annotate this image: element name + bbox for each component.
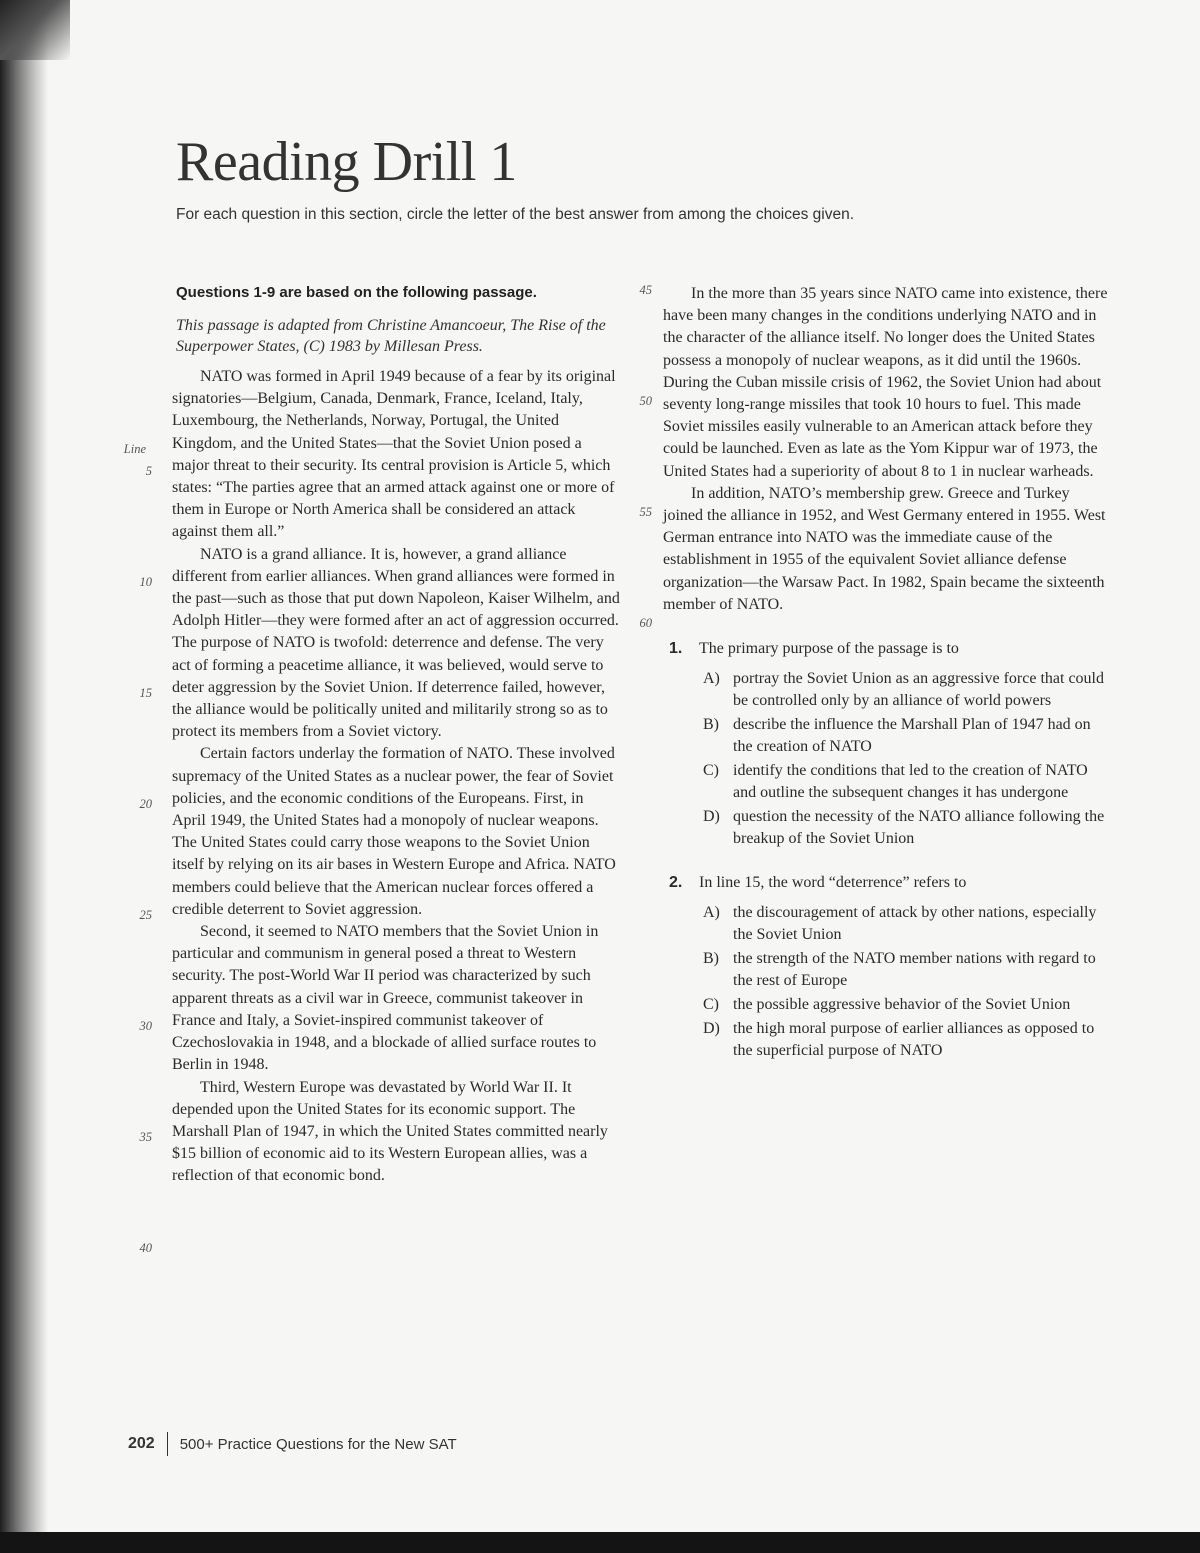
passage-column-right [663, 283, 1111, 1064]
line-number: 15 [139, 686, 152, 700]
choice-letter: B) [703, 716, 719, 734]
line-number: 10 [139, 575, 152, 589]
line-number: 20 [139, 797, 152, 811]
choice-text: portray the Soviet Union as an aggressive force that could be controlled only by an alliance of world powers [733, 670, 1104, 710]
choice-letter: D) [703, 1020, 720, 1038]
choice-letter: C) [703, 762, 719, 780]
choice-text: question the necessity of the NATO alliance following the breakup of the Soviet Union [733, 808, 1105, 848]
page-corner-shadow [0, 0, 70, 60]
question-2 [663, 872, 1111, 1062]
line-number: 35 [139, 1130, 152, 1144]
book-binding-shadow [0, 0, 48, 1553]
line-number: 50 [639, 394, 652, 408]
answer-choice-a[interactable] [703, 902, 1111, 946]
answer-choice-a[interactable] [703, 668, 1111, 712]
passage-column-left [172, 280, 620, 1188]
page-footer [128, 1432, 457, 1456]
line-number: 5 [145, 464, 152, 478]
passage-intro: This passage is adapted from Christine Amancoeur, The Rise of the Superpower States, (C) 1983 by Millesan Press. [176, 317, 606, 355]
line-number: 40 [139, 1241, 152, 1255]
footer-divider [167, 1432, 168, 1456]
page-title: Reading Drill 1 [176, 131, 517, 193]
answer-choice-d[interactable] [703, 806, 1111, 850]
answer-choice-c[interactable] [703, 760, 1111, 804]
choice-letter: A) [703, 904, 720, 922]
passage-paragraph: Third, Western Europe was devastated by World War II. It depended upon the United States for its economic support. The Marshall Plan of 1947, in which the United States committed nearly $15 billion of economic aid to its Western European allies, was a reflection of that economic bond. [172, 1078, 608, 1185]
passage-text-left [172, 366, 620, 1188]
choice-letter: B) [703, 950, 719, 968]
choice-text: describe the influence the Marshall Plan of 1947 had on the creation of NATO [733, 716, 1091, 756]
scan-bottom-edge [0, 1532, 1200, 1553]
answer-choice-b[interactable] [703, 948, 1111, 992]
book-title: 500+ Practice Questions for the New SAT [179, 1435, 457, 1453]
question-number: 1. [669, 640, 683, 658]
question-stem: The primary purpose of the passage is to [699, 640, 959, 658]
line-number: 25 [139, 908, 152, 922]
line-label: Line [123, 442, 146, 456]
passage-header: Questions 1-9 are based on the following passage. [176, 284, 537, 301]
passage-paragraph: NATO was formed in April 1949 because of a fear by its original signatories—Belgium, Canada, Denmark, France, Iceland, Italy, Luxembourg, the Netherlands, Norway, Portugal, the United Kingdom, and the United States—that the Soviet Union posed a major threat to their security. Its central provision is Article 5, which states: “The parties agree that an armed attack against one or more of them in Europe or North America shall be considered an attack against them all.” [172, 368, 616, 541]
answer-choice-c[interactable] [703, 994, 1111, 1016]
line-number: 60 [639, 616, 652, 630]
passage-paragraph: Second, it seemed to NATO members that the Soviet Union in particular and communism in general posed a threat to Western security. The post-World War II period was characterized by such apparent threats as a civil war in Greece, communist takeover in France and Italy, a Soviet-inspired communist takeover of Czechoslovakia in 1948, and a blockade of allied surface routes to Berlin in 1948. [172, 923, 599, 1074]
question-number: 2. [669, 874, 683, 892]
passage-paragraph: Certain factors underlay the formation of NATO. These involved supremacy of the United States as a nuclear power, the fear of Soviet policies, and the economic conditions of the Europeans. First, in April 1949, the United States had a monopoly of nuclear weapons. The United States could carry those weapons to the Soviet Union itself by relying on its air bases in Western Europe and Africa. NATO members could believe that the American nuclear forces offered a credible deterrent to Soviet aggression. [172, 745, 616, 918]
choice-text: the high moral purpose of earlier alliances as opposed to the superficial purpose of NATO [733, 1020, 1095, 1060]
line-number: 45 [639, 283, 652, 297]
choice-letter: C) [703, 996, 719, 1014]
choice-text: the possible aggressive behavior of the Soviet Union [733, 996, 1071, 1014]
question-stem: In line 15, the word “deterrence” refers to [699, 874, 967, 892]
choice-letter: D) [703, 808, 720, 826]
choice-text: the strength of the NATO member nations with regard to the rest of Europe [733, 950, 1096, 990]
line-number: 55 [639, 505, 652, 519]
passage-text-right [663, 283, 1111, 616]
passage-paragraph: NATO is a grand alliance. It is, however, a grand alliance different from earlier alliances. When grand alliances were formed in the past—such as those that put down Napoleon, Kaiser Wilhelm, and Adolph Hitler—they were formed after an act of aggression occurred. The purpose of NATO is twofold: deterrence and defense. The very act of forming a peacetime alliance, it was believed, would serve to deter aggression by the Soviet Union. If deterrence failed, however, the alliance would be politically united and militarily strong so as to protect its members from a Soviet victory. [172, 545, 620, 741]
section-instructions: For each question in this section, circle the letter of the best answer from among the choices given. [176, 206, 855, 223]
choice-letter: A) [703, 670, 720, 688]
question-1 [663, 638, 1111, 850]
line-number: 30 [139, 1019, 152, 1033]
passage-paragraph: In addition, NATO’s membership grew. Greece and Turkey joined the alliance in 1952, and West Germany entered in 1955. West German entrance into NATO was the immediate cause of the establishment in 1955 of the equivalent Soviet alliance defense organization—the Warsaw Pact. In 1982, Spain became the sixteenth member of NATO. [663, 484, 1106, 613]
page-number: 202 [128, 1435, 155, 1452]
answer-choice-d[interactable] [703, 1018, 1111, 1062]
answer-choice-b[interactable] [703, 714, 1111, 758]
choice-text: the discouragement of attack by other nations, especially the Soviet Union [733, 904, 1097, 944]
choice-text: identify the conditions that led to the creation of NATO and outline the subsequent changes it has undergone [733, 762, 1088, 802]
passage-paragraph: In the more than 35 years since NATO came into existence, there have been many changes in the conditions underlying NATO and in the character of the alliance itself. No longer does the United States possess a monopoly of nuclear weapons, as it did until the 1960s. During the Cuban missile crisis of 1962, the Soviet Union had about seventy long-range missiles that took 10 hours to fuel. This made Soviet missiles easily vulnerable to an American attack before they could be launched. Even as late as the Yom Kippur war of 1973, the United States had a superiority of about 8 to 1 in nuclear warheads. [663, 285, 1108, 480]
